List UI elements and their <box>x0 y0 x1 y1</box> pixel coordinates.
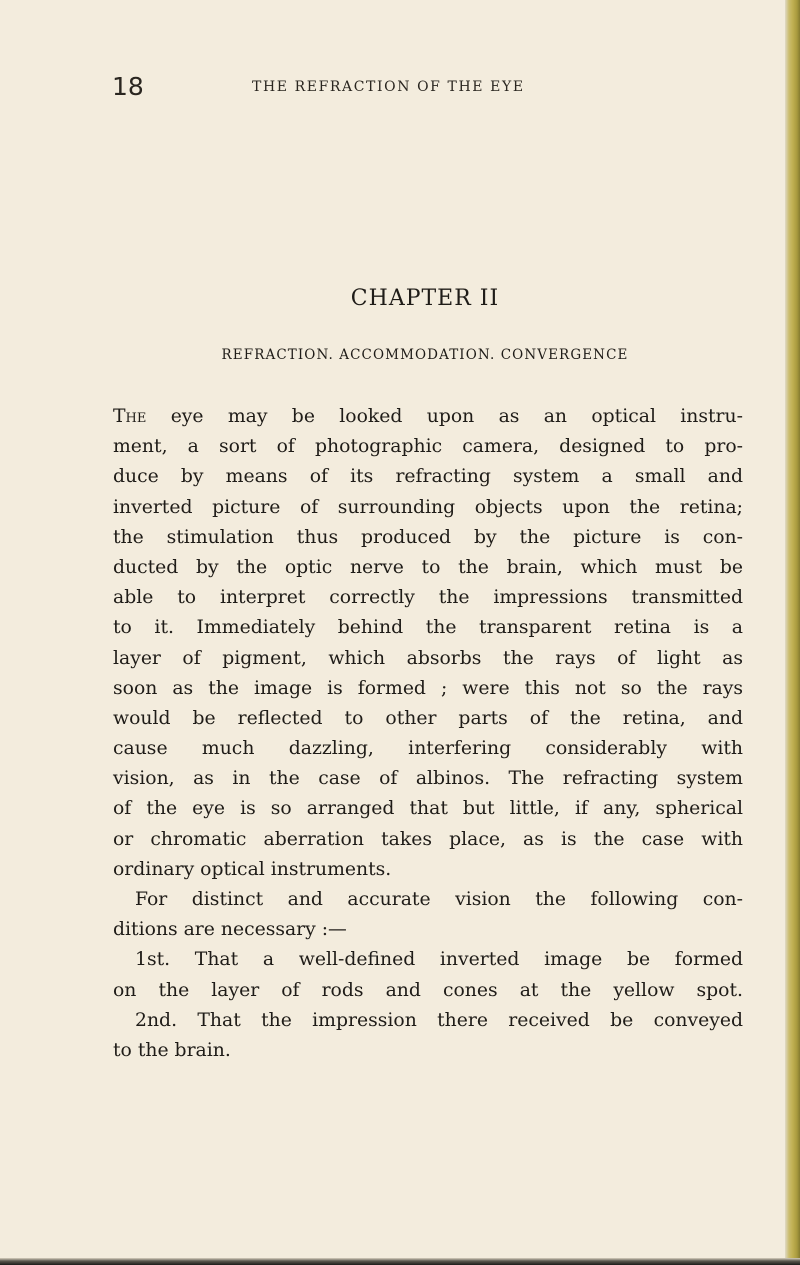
text-line: the stimulation thus produced by the picture is con- <box>113 526 743 548</box>
text-line: vision, as in the case of albinos. The refracting system <box>113 768 743 790</box>
chapter-title: CHAPTER II <box>350 286 500 311</box>
text-line: to the brain. <box>113 1039 231 1061</box>
chapter-subtitle: REFRACTION. ACCOMMODATION. CONVERGENCE <box>221 347 629 363</box>
text-line: layer of pigment, which absorbs the rays of light as <box>113 647 743 669</box>
text-line: ordinary optical instruments. <box>113 858 392 880</box>
text-line <box>113 402 743 432</box>
text-line: cause much dazzling, interfering considerably with <box>113 738 743 760</box>
text-line: 2nd. That the impression there received be conveyed <box>135 1009 743 1031</box>
running-head-title: THE REFRACTION OF THE EYE <box>252 79 525 95</box>
text-line: 1st. That a well-defined inverted image be formed <box>135 949 743 971</box>
page-bottom-shadow <box>0 1258 800 1265</box>
text-line: ment, a sort of photographic camera, designed to pro- <box>113 436 743 458</box>
text-line: inverted picture of surrounding objects upon the retina; <box>113 496 743 518</box>
text-line: or chromatic aberration takes place, as is the case with <box>113 828 743 850</box>
text-line: of the eye is so arranged that but little, if any, spherical <box>113 798 743 820</box>
text-line: able to interpret correctly the impressions transmitted <box>113 587 743 609</box>
text-line: ditions are necessary :— <box>113 919 347 941</box>
text-line: ducted by the optic nerve to the brain, which must be <box>113 556 743 578</box>
text-line: For distinct and accurate vision the following con- <box>135 889 743 910</box>
lead-word: The <box>113 406 147 427</box>
text-line: to it. Immediately behind the transparent retina is a <box>113 617 743 639</box>
text-line: on the layer of rods and cones at the yellow spot. <box>113 979 743 1001</box>
text-line: would be reflected to other parts of the retina, and <box>113 707 743 729</box>
page-edge <box>785 0 800 1265</box>
running-head <box>0 72 785 102</box>
text-line: duce by means of its refracting system a small and <box>113 466 743 488</box>
body-text <box>113 402 743 1066</box>
page-number: 18 <box>112 72 144 101</box>
text-line: soon as the image is formed ; were this not so the rays <box>113 677 743 699</box>
line-text: eye may be looked upon as an optical instru- <box>170 406 743 427</box>
